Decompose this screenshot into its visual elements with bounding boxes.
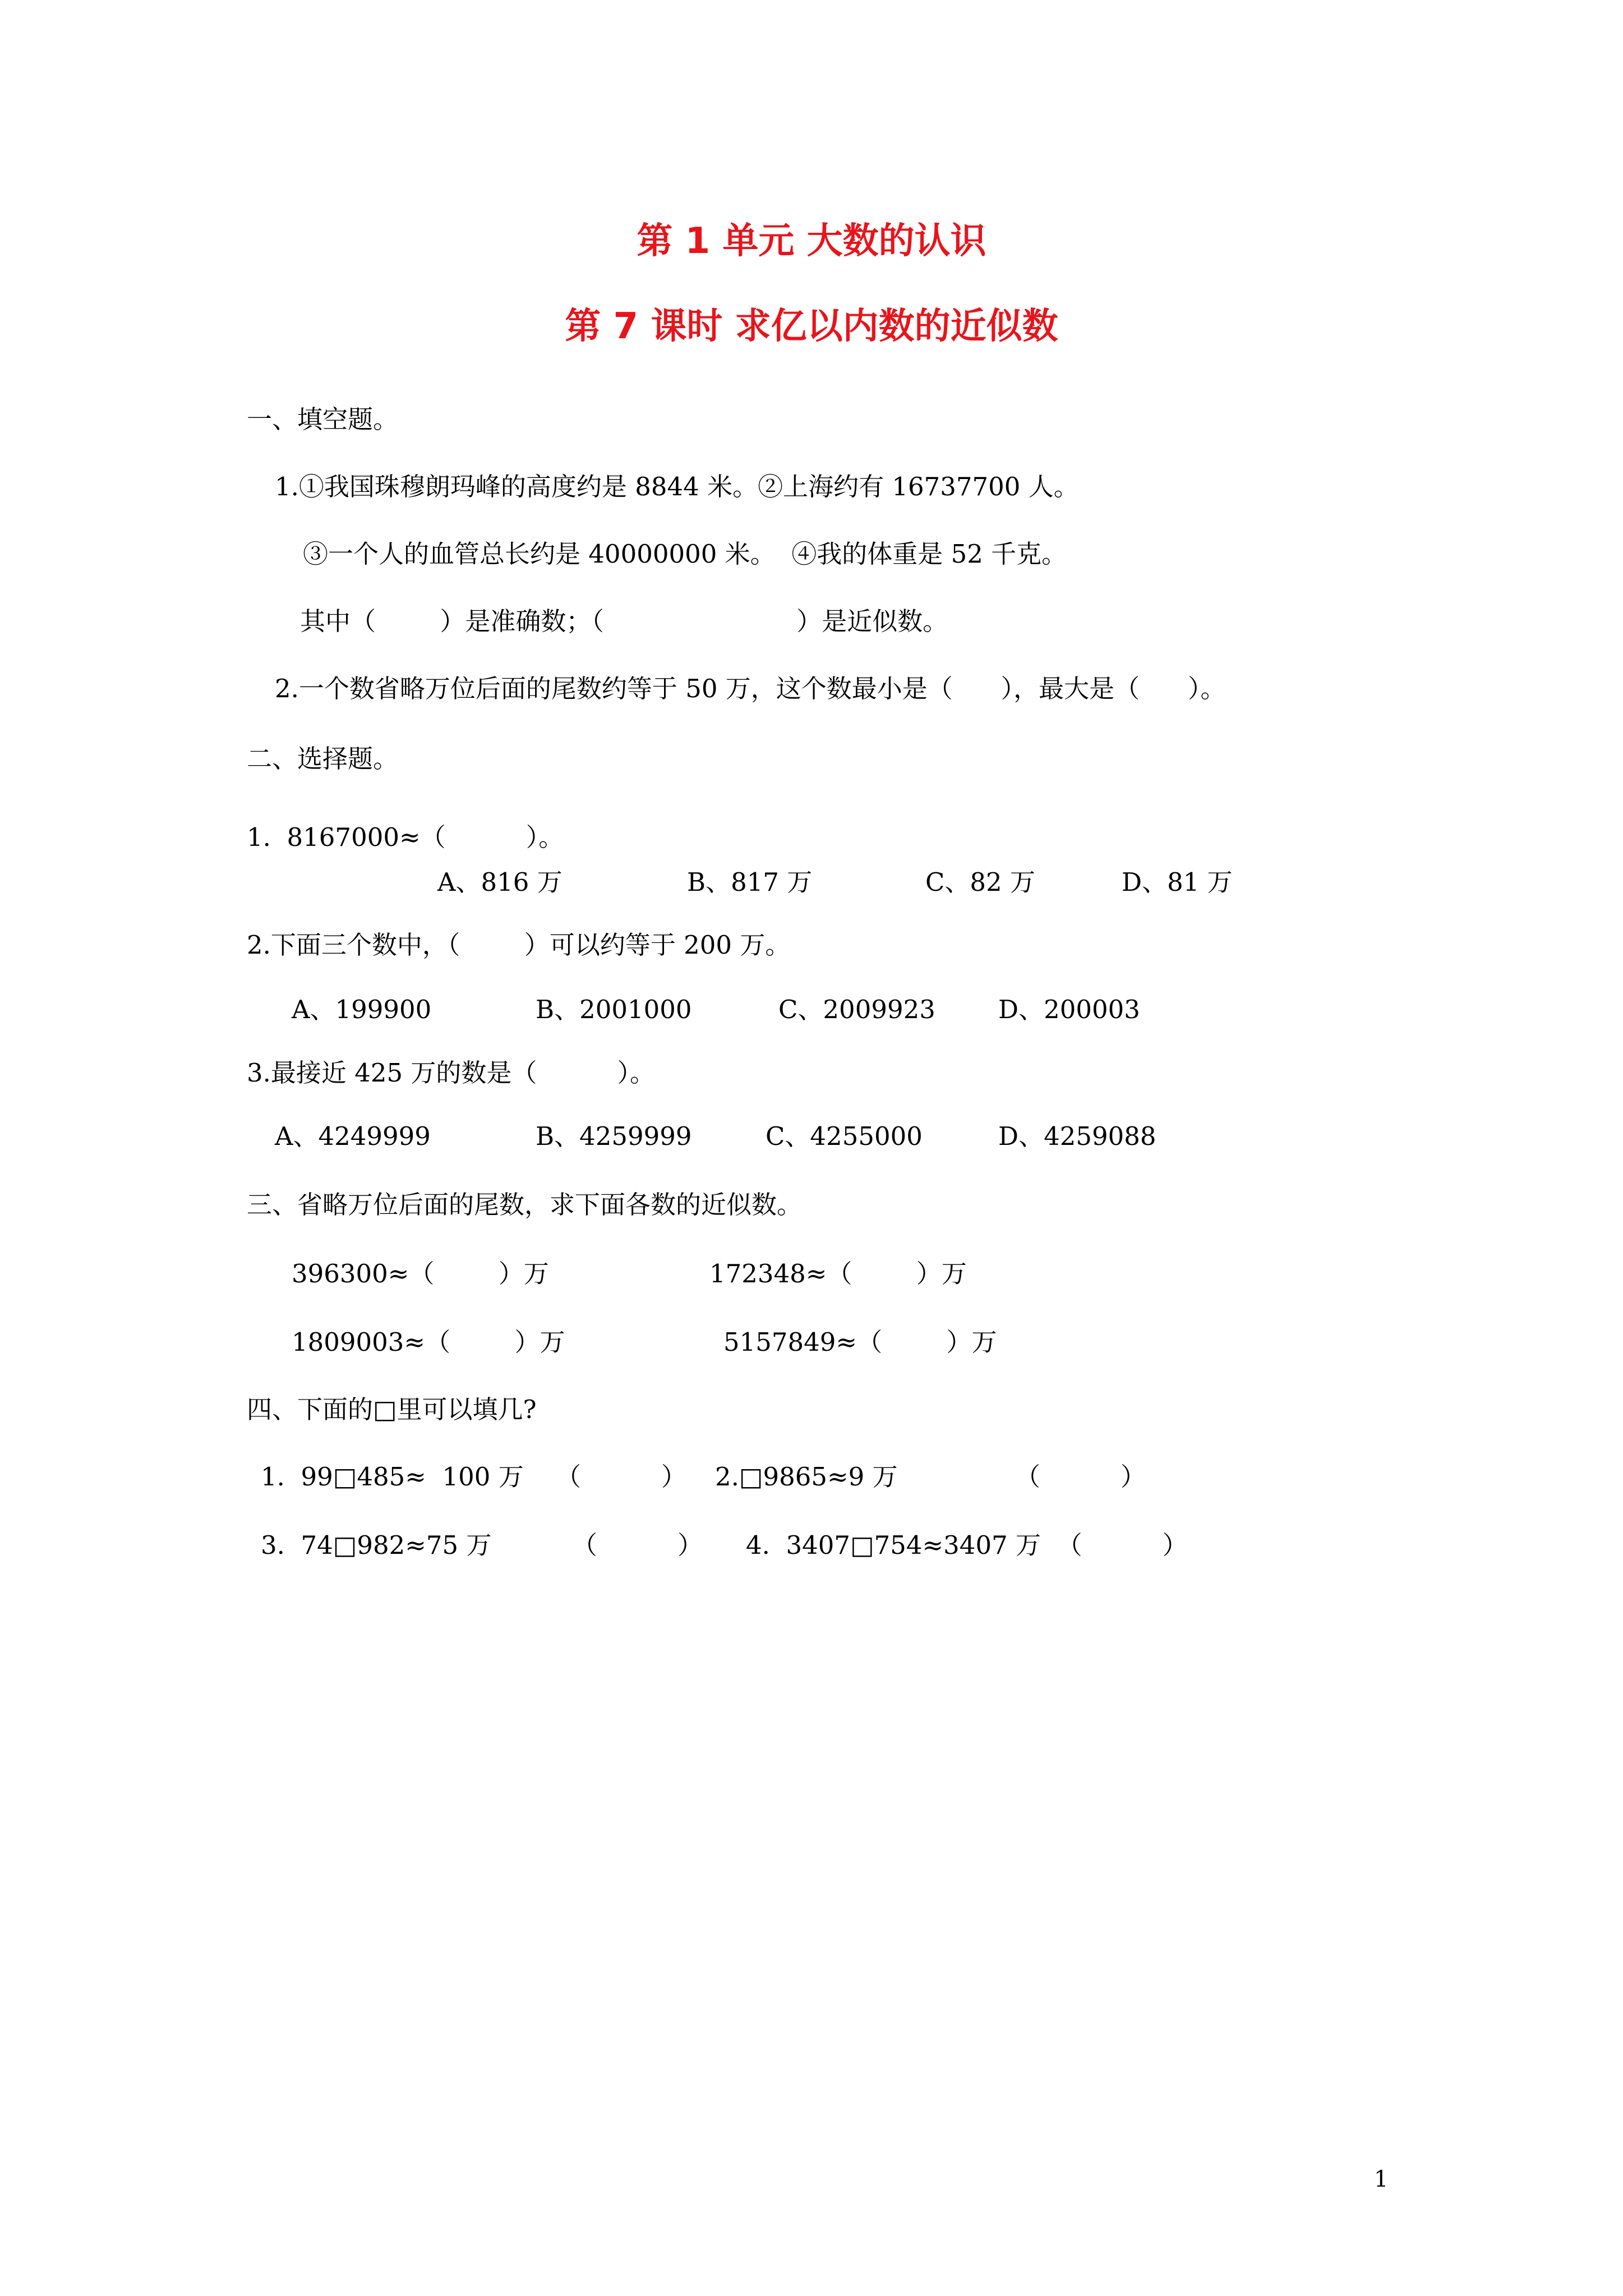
s4-q3-blank: （ ） [572,1530,703,1560]
s2-q1-option-d: D、81 万 [1122,867,1233,897]
s1-q1-line2: ③一个人的血管总长约是 40000000 米。 ④我的体重是 52 千克。 [303,539,1067,569]
s4-q4: 4. 3407□754≈3407 万 （ ） [746,1530,1188,1560]
s2-q2-option-d: D、200003 [998,995,1140,1024]
s2-q3-option-a: A、4249999 [275,1121,431,1151]
s2-q2-option-c: C、2009923 [778,995,935,1024]
s3-item-3: 1809003≈（ ）万 [292,1327,565,1357]
s2-q1: 1. 8167000≈（ ）。 [247,822,564,852]
s2-q1-option-a: A、816 万 [437,867,562,897]
s3-item-4: 5157849≈（ ）万 [723,1327,997,1357]
s1-q2: 2.一个数省略万位后面的尾数约等于 50 万，这个数最小是（ ），最大是（ ）。 [275,674,1226,703]
s4-q3: 3. 74□982≈75 万 [261,1530,492,1560]
s4-q2: 2.□9865≈9 万 [715,1462,898,1492]
s2-q2: 2.下面三个数中，（ ）可以约等于 200 万。 [247,930,791,960]
s3-item-2: 172348≈（ ）万 [709,1259,967,1289]
s1-q1-line3: 其中（ ）是准确数；（ ）是近似数。 [300,606,948,636]
s3-item-1: 396300≈（ ）万 [292,1259,549,1289]
s2-q3-option-d: D、4259088 [998,1121,1156,1151]
unit-title: 第 1 单元 大数的认识 [637,220,986,262]
s4-q1: 1. 99□485≈ 100 万 （ ） [261,1462,686,1492]
section-4-heading: 四、下面的□里可以填几? [247,1395,537,1424]
section-3-heading: 三、省略万位后面的尾数，求下面各数的近似数。 [247,1190,803,1220]
section-2-heading: 二、选择题。 [247,744,399,774]
s1-q1-line1: 1.①我国珠穆朗玛峰的高度约是 8844 米。②上海约有 16737700 人。 [275,472,1079,501]
s2-q3-option-b: B、4259999 [536,1121,692,1151]
s2-q3-option-c: C、4255000 [766,1121,923,1151]
s2-q1-option-b: B、817 万 [687,867,813,897]
lesson-title: 第 7 课时 求亿以内数的近似数 [565,306,1058,347]
s2-q3: 3.最接近 425 万的数是（ ）。 [247,1058,655,1088]
s2-q1-option-c: C、82 万 [925,867,1035,897]
s2-q2-option-b: B、2001000 [536,995,692,1024]
s4-q2-blank: （ ） [1015,1462,1146,1492]
page-number: 1 [1374,2166,1389,2192]
section-1-heading: 一、填空题。 [247,404,399,434]
s2-q2-option-a: A、199900 [292,995,432,1024]
